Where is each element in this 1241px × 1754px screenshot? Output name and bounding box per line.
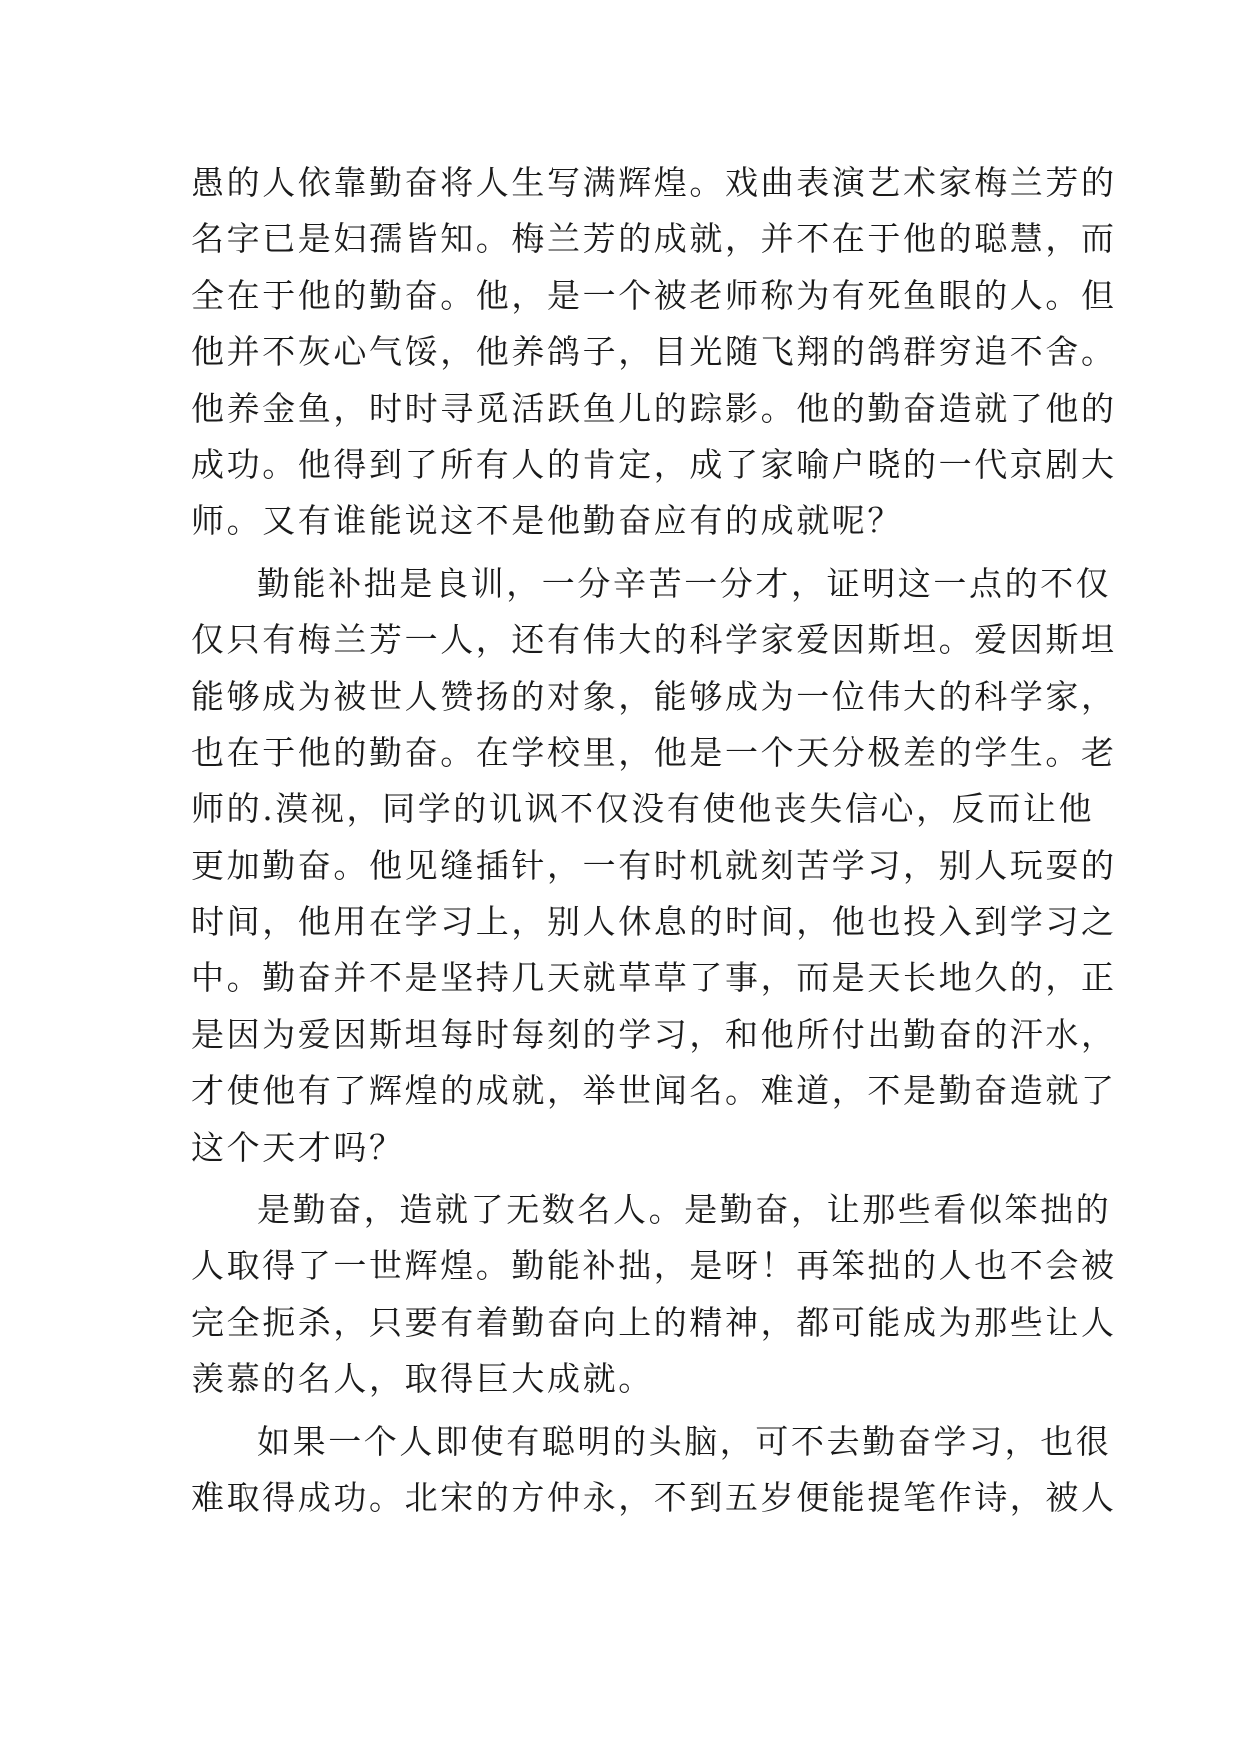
text-line: 愚的人依靠勤奋将人生写满辉煌。戏曲表演艺术家梅兰芳的 xyxy=(191,163,1117,202)
text-line: 成功。他得到了所有人的肯定，成了家喻户晓的一代京剧大 xyxy=(191,444,1117,484)
text-line: 师。又有谁能说这不是他勤奋应有的成就呢？ xyxy=(191,501,903,541)
text-line: 羡慕的名人，取得巨大成就。 xyxy=(191,1359,654,1399)
text-line: 能够成为被世人赞扬的对象，能够成为一位伟大的科学家， xyxy=(191,676,1117,716)
text-line: 难取得成功。北宋的方仲永，不到五岁便能提笔作诗，被人 xyxy=(191,1477,1117,1517)
body-text xyxy=(191,155,1117,1526)
text-line: 他并不灰心气馁，他养鸽子，目光随飞翔的鸽群穷追不舍。 xyxy=(191,332,1117,372)
text-line: 如果一个人即使有聪明的头脑，可不去勤奋学习，也很 xyxy=(257,1421,1112,1461)
text-line: 仅只有梅兰芳一人，还有伟大的科学家爱因斯坦。爱因斯坦 xyxy=(191,620,1117,660)
text-line: 更加勤奋。他见缝插针，一有时机就刻苦学习，别人玩耍的 xyxy=(191,845,1117,885)
text-line: 时间，他用在学习上，别人休息的时间，他也投入到学习之 xyxy=(191,902,1117,942)
text-line: 才使他有了辉煌的成就，举世闻名。难道，不是勤奋造就了 xyxy=(191,1071,1117,1111)
text-line: 师的.漠视，同学的讥讽不仅没有使他丧失信心，反而让他 xyxy=(191,789,1095,829)
text-line: 名字已是妇孺皆知。梅兰芳的成就，并不在于他的聪慧，而 xyxy=(191,219,1117,259)
text-line: 完全扼杀，只要有着勤奋向上的精神，都可能成为那些让人 xyxy=(191,1302,1117,1342)
text-line: 这个天才吗？ xyxy=(191,1127,405,1167)
text-line: 是勤奋，造就了无数名人。是勤奋，让那些看似笨拙的 xyxy=(257,1190,1112,1230)
text-line: 他养金鱼，时时寻觅活跃鱼儿的踪影。他的勤奋造就了他的 xyxy=(191,388,1117,428)
text-line: 也在于他的勤奋。在学校里，他是一个天分极差的学生。老 xyxy=(191,732,1117,772)
text-line: 勤能补拙是良训，一分辛苦一分才，证明这一点的不仅 xyxy=(257,563,1112,603)
text-line: 是因为爱因斯坦每时每刻的学习，和他所付出勤奋的汗水， xyxy=(191,1014,1117,1054)
text-line: 全在于他的勤奋。他，是一个被老师称为有死鱼眼的人。但 xyxy=(191,275,1117,315)
text-line: 人取得了一世辉煌。勤能补拙，是呀！再笨拙的人也不会被 xyxy=(191,1246,1117,1286)
text-line: 中。勤奋并不是坚持几天就草草了事，而是天长地久的，正 xyxy=(191,958,1117,998)
